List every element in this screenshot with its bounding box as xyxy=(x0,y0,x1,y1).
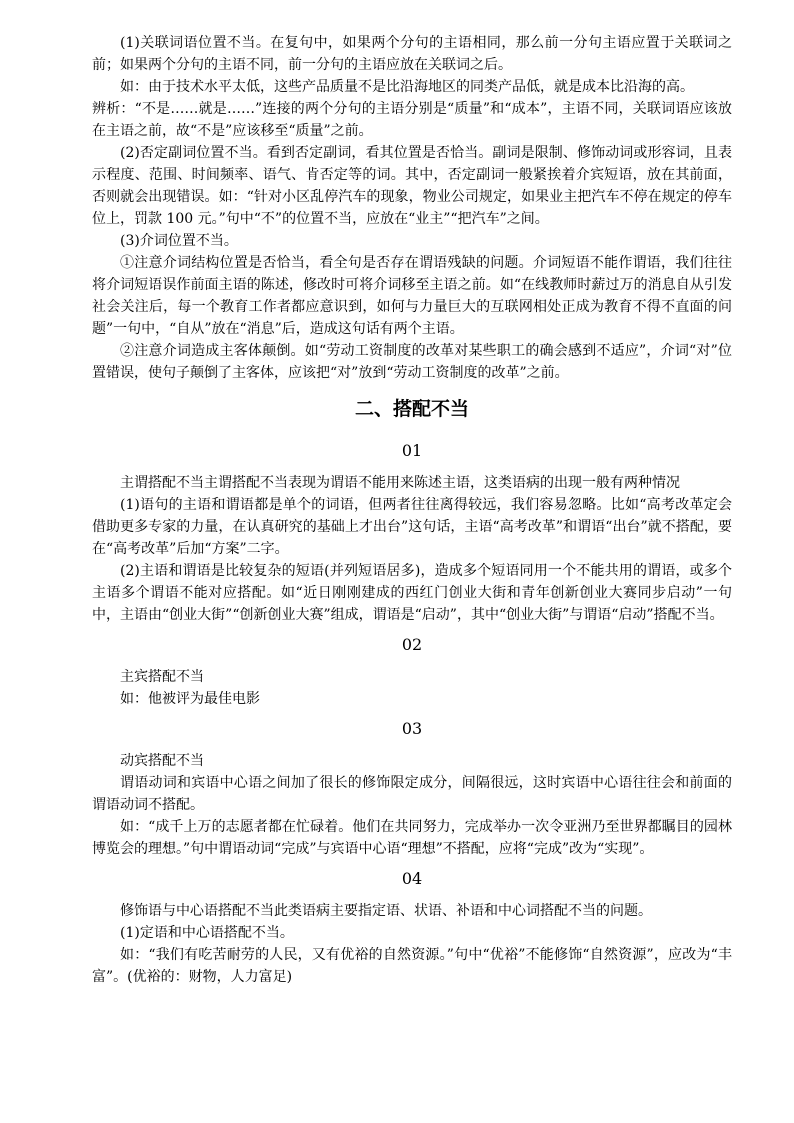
paragraph: ①注意介词结构位置是否恰当，看全句是否存在谓语残缺的问题。介词短语不能作谓语，我们往往将介词短语误作前面主语的陈述，修改时可将介词移至主语之前。如“在线教师时薪过万的消息自从引发社会关注后，每一个教育工作者都应意识到，如何与力量巨大的互联网相处正成为教育不得不直面的问题”一句中，“自从”放在“消息”后，造成这句话有两个主语。 xyxy=(92,255,732,337)
paragraph: 修饰语与中心语搭配不当此类语病主要指定语、状语、补语和中心词搭配不当的问题。 xyxy=(120,903,652,919)
paragraph: 动宾搭配不当 xyxy=(120,753,204,769)
subsection-number: 04 xyxy=(401,869,423,888)
paragraph: 主宾搭配不当 xyxy=(120,669,204,685)
paragraph: (2)否定副词位置不当。看到否定副词，看其位置是否恰当。副词是限制、修饰动词或形容词，且表示程度、范围、时间频率、语气、肯否定等的词。其中，否定副词一般紧挨着介宾短语，放在其前面，否则就会出现错误。如：“针对小区乱停汽车的现象，物业公司规定，如果业主把汽车不停在规定的停车位上，罚款 100 元。”句中“不”的位置不当，应放在“业主”“把汽车”之间。 xyxy=(92,145,732,227)
paragraph: (1)关联词语位置不当。在复句中，如果两个分句的主语相同，那么前一分句主语应置于关联词之前；如果两个分句的主语不同，前一分句的主语应放在关联词之后。 xyxy=(92,35,732,73)
subsection-number: 01 xyxy=(401,441,423,460)
paragraph: 如：“成千上万的志愿者都在忙碌着。他们在共同努力，完成举办一次令亚洲乃至世界都瞩目的园林博览会的理想。”句中谓语动词“完成”与宾语中心语“理想”不搭配，应将“完成”改为“实现”。 xyxy=(92,819,732,857)
paragraph: (1)语句的主语和谓语都是单个的词语，但两者往往离得较远，我们容易忽略。比如“高考改革定会借助更多专家的力量，在认真研究的基础上才出台”这句话，主语“高考改革”和谓语“出台”就不搭配，要在“高考改革”后加“方案”二字。 xyxy=(92,497,732,557)
paragraph: 辨析：“不是……就是……”连接的两个分句的主语分别是“质量”和“成本”，主语不同，关联词语应该放在主语之前，故“不是”应该移至“质量”之前。 xyxy=(92,101,732,139)
paragraph: 主谓搭配不当主谓搭配不当表现为谓语不能用来陈述主语，这类语病的出现一般有两种情况 xyxy=(120,475,680,491)
paragraph: (3)介词位置不当。 xyxy=(120,233,238,249)
paragraph: ②注意介词造成主客体颠倒。如“劳动工资制度的改革对某些职工的确会感到不适应”，介词“对”位置错误，使句子颠倒了主客体，应该把“对”放到“劳动工资制度的改革”之前。 xyxy=(92,343,732,381)
paragraph: 如：他被评为最佳电影 xyxy=(120,691,260,707)
paragraph: 如：由于技术水平太低，这些产品质量不是比沿海地区的同类产品低，就是成本比沿海的高。 xyxy=(120,79,694,95)
paragraph: 谓语动词和宾语中心语之间加了很长的修饰限定成分，间隔很远，这时宾语中心语往往会和前面的谓语动词不搭配。 xyxy=(92,775,732,813)
paragraph: 如：“我们有吃苦耐劳的人民，又有优裕的自然资源。”句中“优裕”不能修饰“自然资源”，应改为“丰富”。(优裕的：财物，人力富足) xyxy=(92,947,732,985)
subsection-number: 03 xyxy=(401,719,423,738)
paragraph: (2)主语和谓语是比较复杂的短语(并列短语居多)，造成多个短语同用一个不能共用的谓语，或多个主语多个谓语不能对应搭配。如“近日刚刚建成的西红门创业大街和青年创新创业大赛同步启动”一句中，主语由“创业大街”“创新创业大赛”组成，谓语是“启动”，其中“创业大街”与谓语“启动”搭配不当。 xyxy=(92,563,732,623)
subsection-number: 02 xyxy=(401,635,423,654)
section-heading: 二、搭配不当 xyxy=(354,398,469,420)
paragraph: (1)定语和中心语搭配不当。 xyxy=(120,925,294,941)
